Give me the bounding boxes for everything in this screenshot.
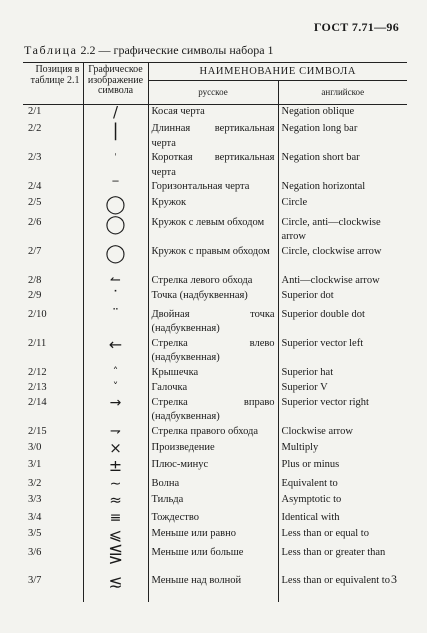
- table-row: [23, 366, 407, 381]
- table-row: [23, 151, 407, 180]
- symbol-glyph: ◯: [105, 242, 126, 264]
- symbol-cell: [83, 527, 148, 545]
- symbol-glyph: ←: [108, 334, 123, 354]
- table-row: [23, 104, 407, 122]
- russian-name-cell: Плюс-минус: [148, 458, 278, 476]
- russian-name-cell: Кружок: [148, 196, 278, 215]
- position-cell: 3/4: [23, 511, 83, 527]
- table-row: [23, 180, 407, 196]
- table-row: [23, 511, 407, 527]
- position-cell: 2/11: [23, 337, 83, 366]
- symbol-cell: [83, 458, 148, 476]
- russian-name-cell: Меньше над волной: [148, 574, 278, 602]
- english-name-cell: Identical with: [281, 511, 340, 523]
- russian-name-cell: Короткая вертикальная черта: [148, 151, 278, 180]
- position-cell: 3/2: [23, 477, 83, 493]
- english-name-cell: Anti—clockwise arrow: [281, 274, 380, 286]
- symbol-cell: [83, 213, 148, 245]
- symbol-glyph: ¨: [112, 306, 119, 323]
- symbol-glyph: ‾: [112, 179, 119, 194]
- russian-name-cell: Горизонтальная черта: [148, 180, 278, 196]
- symbol-glyph: ≈: [109, 491, 122, 510]
- russian-name-cell: Тождество: [148, 511, 278, 527]
- position-cell: 3/1: [23, 458, 83, 476]
- position-cell: 3/5: [23, 527, 83, 545]
- russian-name-cell: Стрелка левого обхода: [148, 274, 278, 289]
- symbol-glyph: ≲: [108, 571, 123, 592]
- position-cell: 2/2: [23, 122, 83, 151]
- symbol-glyph: ⩽: [108, 525, 123, 545]
- russian-name-cell: Крышечка: [148, 366, 278, 381]
- symbol-glyph: ×: [109, 438, 122, 457]
- position-cell: 2/7: [23, 245, 83, 274]
- symbol-glyph: ˙: [111, 287, 120, 307]
- table-caption: [24, 43, 274, 58]
- symbol-cell: [83, 308, 148, 337]
- russian-name-cell: Меньше или больше: [148, 546, 278, 574]
- table-row: [23, 441, 407, 458]
- english-name-cell: Less than or equal to: [281, 528, 369, 540]
- english-name-cell: Asymptotic to: [281, 494, 342, 506]
- position-cell: 2/13: [23, 381, 83, 396]
- table-row: [23, 425, 407, 441]
- header-russian: русское: [148, 81, 278, 104]
- caption-title: графические символы набора 1: [113, 43, 274, 57]
- symbol-glyph: ⋚: [107, 543, 124, 565]
- position-cell: 3/0: [23, 441, 83, 458]
- position-cell: 2/10: [23, 308, 83, 337]
- table-row: [23, 527, 407, 545]
- english-name-cell: Negation oblique: [281, 105, 355, 117]
- russian-name-cell: Косая черта: [148, 104, 278, 122]
- russian-name-cell: Длинная вертикальная черта: [148, 122, 278, 151]
- symbol-cell: [83, 493, 148, 510]
- position-cell: 2/5: [23, 196, 83, 215]
- position-cell: 2/14: [23, 396, 83, 425]
- caption-dash: —: [98, 43, 111, 57]
- symbol-glyph: ◯: [105, 213, 126, 235]
- header-symbol-name: НАИМЕНОВАНИЕ СИМВОЛА: [148, 63, 407, 81]
- russian-name-cell: Волна: [148, 477, 278, 493]
- symbol-cell: [83, 396, 148, 425]
- symbol-glyph: →: [109, 394, 122, 411]
- position-cell: 2/15: [23, 425, 83, 441]
- russian-name-cell: Двойная точка (надбуквенная): [148, 308, 278, 337]
- english-name-cell: Superior vector right: [281, 396, 369, 408]
- table-row: [23, 337, 407, 366]
- table-row: [23, 574, 407, 602]
- english-name-cell: Clockwise arrow: [281, 425, 353, 437]
- russian-name-cell: Стрелка влево (надбуквенная): [148, 337, 278, 366]
- english-name-cell: Superior V: [281, 381, 328, 393]
- russian-name-cell: Галочка: [148, 381, 278, 396]
- russian-name-cell: Стрелка вправо (надбуквенная): [148, 396, 278, 425]
- symbol-glyph: ˄: [112, 364, 119, 378]
- caption-table-number: 2.2: [80, 43, 96, 57]
- page-number: 3: [391, 572, 397, 586]
- symbol-cell: [83, 196, 148, 215]
- symbol-cell: [83, 571, 148, 602]
- table-row: [23, 396, 407, 425]
- russian-name-cell: Произведение: [148, 441, 278, 458]
- symbol-cell: [83, 242, 148, 274]
- symbol-glyph: ◯: [105, 194, 126, 216]
- header-image: Графическое изображение символа: [83, 63, 148, 105]
- english-name-cell: Negation short bar: [281, 152, 360, 164]
- russian-name-cell: Кружок с правым обходом: [148, 245, 278, 274]
- symbol-cell: [83, 366, 148, 381]
- symbol-glyph: ∼: [109, 475, 122, 492]
- symbol-glyph: /: [112, 102, 119, 121]
- standard-header: ГОСТ 7.71—96: [313, 20, 399, 34]
- symbol-glyph: ⇁: [110, 423, 121, 439]
- russian-name-cell: Точка (надбуквенная): [148, 289, 278, 307]
- position-cell: 2/1: [23, 104, 83, 122]
- caption-table-word: Таблица: [24, 43, 78, 57]
- position-cell: 2/6: [23, 216, 83, 245]
- header-english: английское: [278, 81, 407, 104]
- table-row: [23, 308, 407, 337]
- russian-name-cell: Кружок с левым обходом: [148, 216, 278, 245]
- position-cell: 3/3: [23, 493, 83, 510]
- table-row: [23, 458, 407, 476]
- english-name-cell: Superior vector left: [281, 337, 364, 349]
- table-row: [23, 477, 407, 493]
- english-name-cell: Circle: [281, 197, 308, 209]
- position-cell: 3/6: [23, 546, 83, 574]
- position-cell: 2/9: [23, 289, 83, 307]
- english-name-cell: Superior dot: [281, 290, 334, 302]
- symbol-cell: [83, 151, 148, 180]
- russian-name-cell: Тильда: [148, 493, 278, 510]
- symbol-glyph: ˈ: [114, 153, 117, 164]
- table-row: [23, 289, 407, 307]
- position-cell: 2/3: [23, 151, 83, 180]
- position-cell: 3/7: [23, 574, 83, 602]
- symbol-cell: [83, 334, 148, 366]
- position-cell: 2/8: [23, 274, 83, 289]
- table-row: [23, 216, 407, 245]
- symbol-glyph: ↼: [110, 272, 121, 288]
- table-row: [23, 196, 407, 215]
- english-name-cell: Plus or minus: [281, 459, 340, 471]
- english-name-cell: Circle, anti—clockwise arrow: [281, 216, 381, 243]
- symbol-glyph: ˅: [112, 379, 119, 393]
- table-row: [23, 546, 407, 574]
- english-name-cell: Less than or greater than: [281, 546, 386, 558]
- symbol-glyph: |: [112, 120, 119, 142]
- table-row: [23, 493, 407, 510]
- english-name-cell: Negation long bar: [281, 123, 358, 135]
- symbol-cell: [83, 543, 148, 574]
- table-row: [23, 122, 407, 151]
- symbol-cell: [83, 122, 148, 151]
- symbol-glyph: ≡: [109, 509, 122, 526]
- position-cell: 2/12: [23, 366, 83, 381]
- english-name-cell: Superior hat: [281, 366, 334, 378]
- english-name-cell: Less than or equivalent to: [281, 574, 390, 586]
- symbol-glyph: ±: [108, 456, 123, 476]
- table-row: [23, 274, 407, 289]
- position-cell: 2/4: [23, 180, 83, 196]
- english-name-cell: Equivalent to: [281, 477, 338, 489]
- table-row: [23, 381, 407, 396]
- header-position: Позиция в таблице 2.1: [23, 63, 83, 105]
- symbols-table: [23, 62, 407, 602]
- russian-name-cell: Стрелка правого обхода: [148, 425, 278, 441]
- symbol-cell: [83, 289, 148, 307]
- english-name-cell: Superior double dot: [281, 308, 365, 320]
- english-name-cell: Negation horizontal: [281, 181, 366, 193]
- english-name-cell: Multiply: [281, 441, 319, 453]
- symbol-cell: [83, 381, 148, 396]
- russian-name-cell: Меньше или равно: [148, 527, 278, 545]
- table-row: [23, 245, 407, 274]
- english-name-cell: Circle, clockwise arrow: [281, 245, 382, 257]
